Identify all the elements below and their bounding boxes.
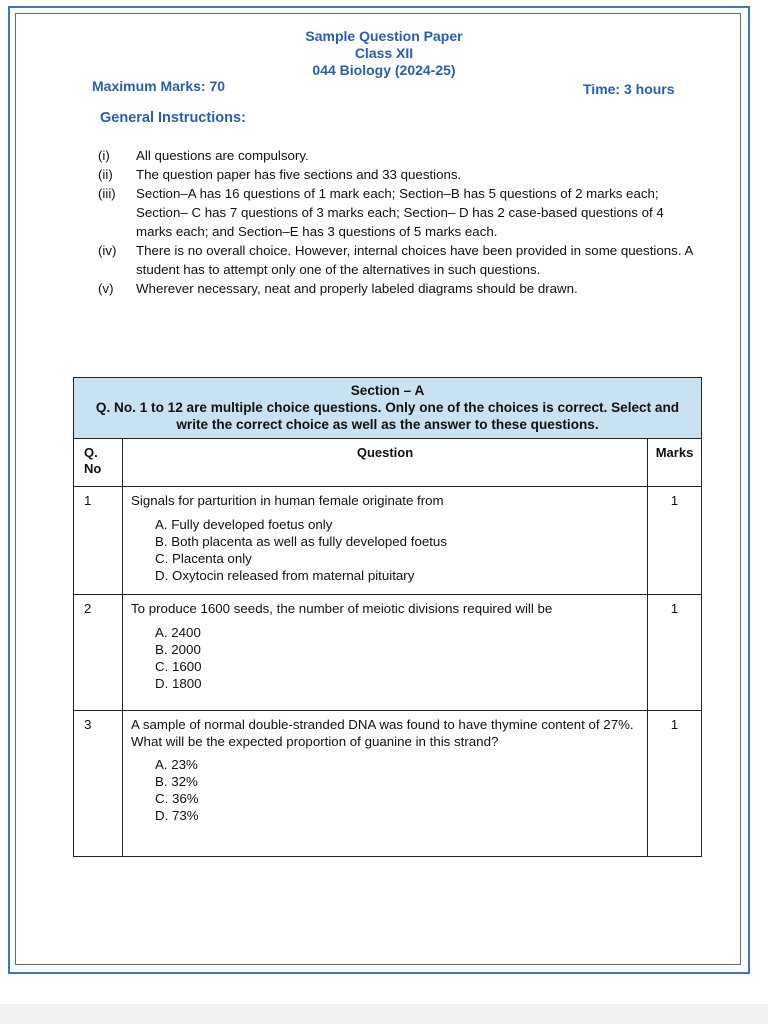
- column-header-question: Question: [123, 439, 648, 487]
- column-header-qno: Q. No: [74, 439, 123, 487]
- option: C. 1600: [155, 658, 202, 674]
- option: B. 2000: [155, 641, 201, 657]
- table-row: [74, 711, 702, 857]
- options-list: [131, 516, 639, 584]
- question-cell: [123, 487, 648, 595]
- general-instructions-heading: General Instructions:: [100, 110, 246, 126]
- instruction-item: (ii) The question paper has five sections and 33 questions.: [98, 167, 462, 182]
- paper-class: Class XII: [354, 45, 414, 61]
- question-text: Signals for parturition in human female originate from: [131, 493, 444, 508]
- option: C. 36%: [155, 791, 199, 806]
- options-list: [131, 756, 639, 824]
- question-number: 3: [74, 711, 123, 857]
- instructions-list: [98, 146, 698, 298]
- instruction-item: (iii) Section–A has 16 questions of 1 mark each; Section–B has 5 questions of 2 marks each; Section– C has 7 questions of 3 marks each; Section– D has 2 case-based questions of 4 marks each; and Section–E has 3 questions of 5 marks each.: [98, 186, 664, 239]
- paper-title: Sample Question Paper: [305, 28, 463, 44]
- question-marks: 1: [648, 711, 702, 857]
- question-marks: 1: [648, 595, 702, 711]
- option: A. Fully developed foetus only: [155, 516, 333, 532]
- option: A. 23%: [155, 757, 198, 772]
- section-a-header: [74, 378, 702, 439]
- question-cell: [123, 711, 648, 857]
- table-row: [74, 487, 702, 595]
- option: D. 1800: [155, 675, 202, 691]
- option: D. 73%: [155, 808, 199, 823]
- section-title: Section – A: [350, 383, 425, 398]
- question-text: A sample of normal double-stranded DNA was found to have thymine content of 27%. What will be the expected proportion of guanine in this strand?: [131, 717, 634, 749]
- instruction-item: (iv) There is no overall choice. However, internal choices have been provided in some questions. A student has to attempt only one of the alternatives in such questions.: [98, 243, 693, 277]
- paper-subject: 044 Biology (2024-25): [312, 62, 456, 78]
- question-number: 1: [74, 487, 123, 595]
- instruction-item: (i) All questions are compulsory.: [98, 148, 309, 163]
- options-list: [131, 624, 639, 692]
- time-allowed: Time: 3 hours: [583, 81, 675, 97]
- table-row: [74, 595, 702, 711]
- option: C. Placenta only: [155, 550, 252, 566]
- section-instruction: Q. No. 1 to 12 are multiple choice questions. Only one of the choices is correct. Select and write the correct choice as well as the answer to these questions.: [95, 400, 680, 432]
- question-cell: [123, 595, 648, 711]
- option: D. Oxytocin released from maternal pituitary: [155, 567, 415, 583]
- question-number: 2: [74, 595, 123, 711]
- question-text: To produce 1600 seeds, the number of meiotic divisions required will be: [131, 601, 553, 616]
- maximum-marks: Maximum Marks: 70: [92, 78, 226, 94]
- column-header-marks: Marks: [648, 439, 702, 487]
- question-marks: 1: [648, 487, 702, 595]
- option: B. Both placenta as well as fully developed foetus: [155, 533, 447, 549]
- instruction-item: (v) Wherever necessary, neat and properly labeled diagrams should be drawn.: [98, 281, 578, 296]
- option: A. 2400: [155, 624, 201, 640]
- option: B. 32%: [155, 774, 198, 789]
- section-a-table: [73, 377, 702, 857]
